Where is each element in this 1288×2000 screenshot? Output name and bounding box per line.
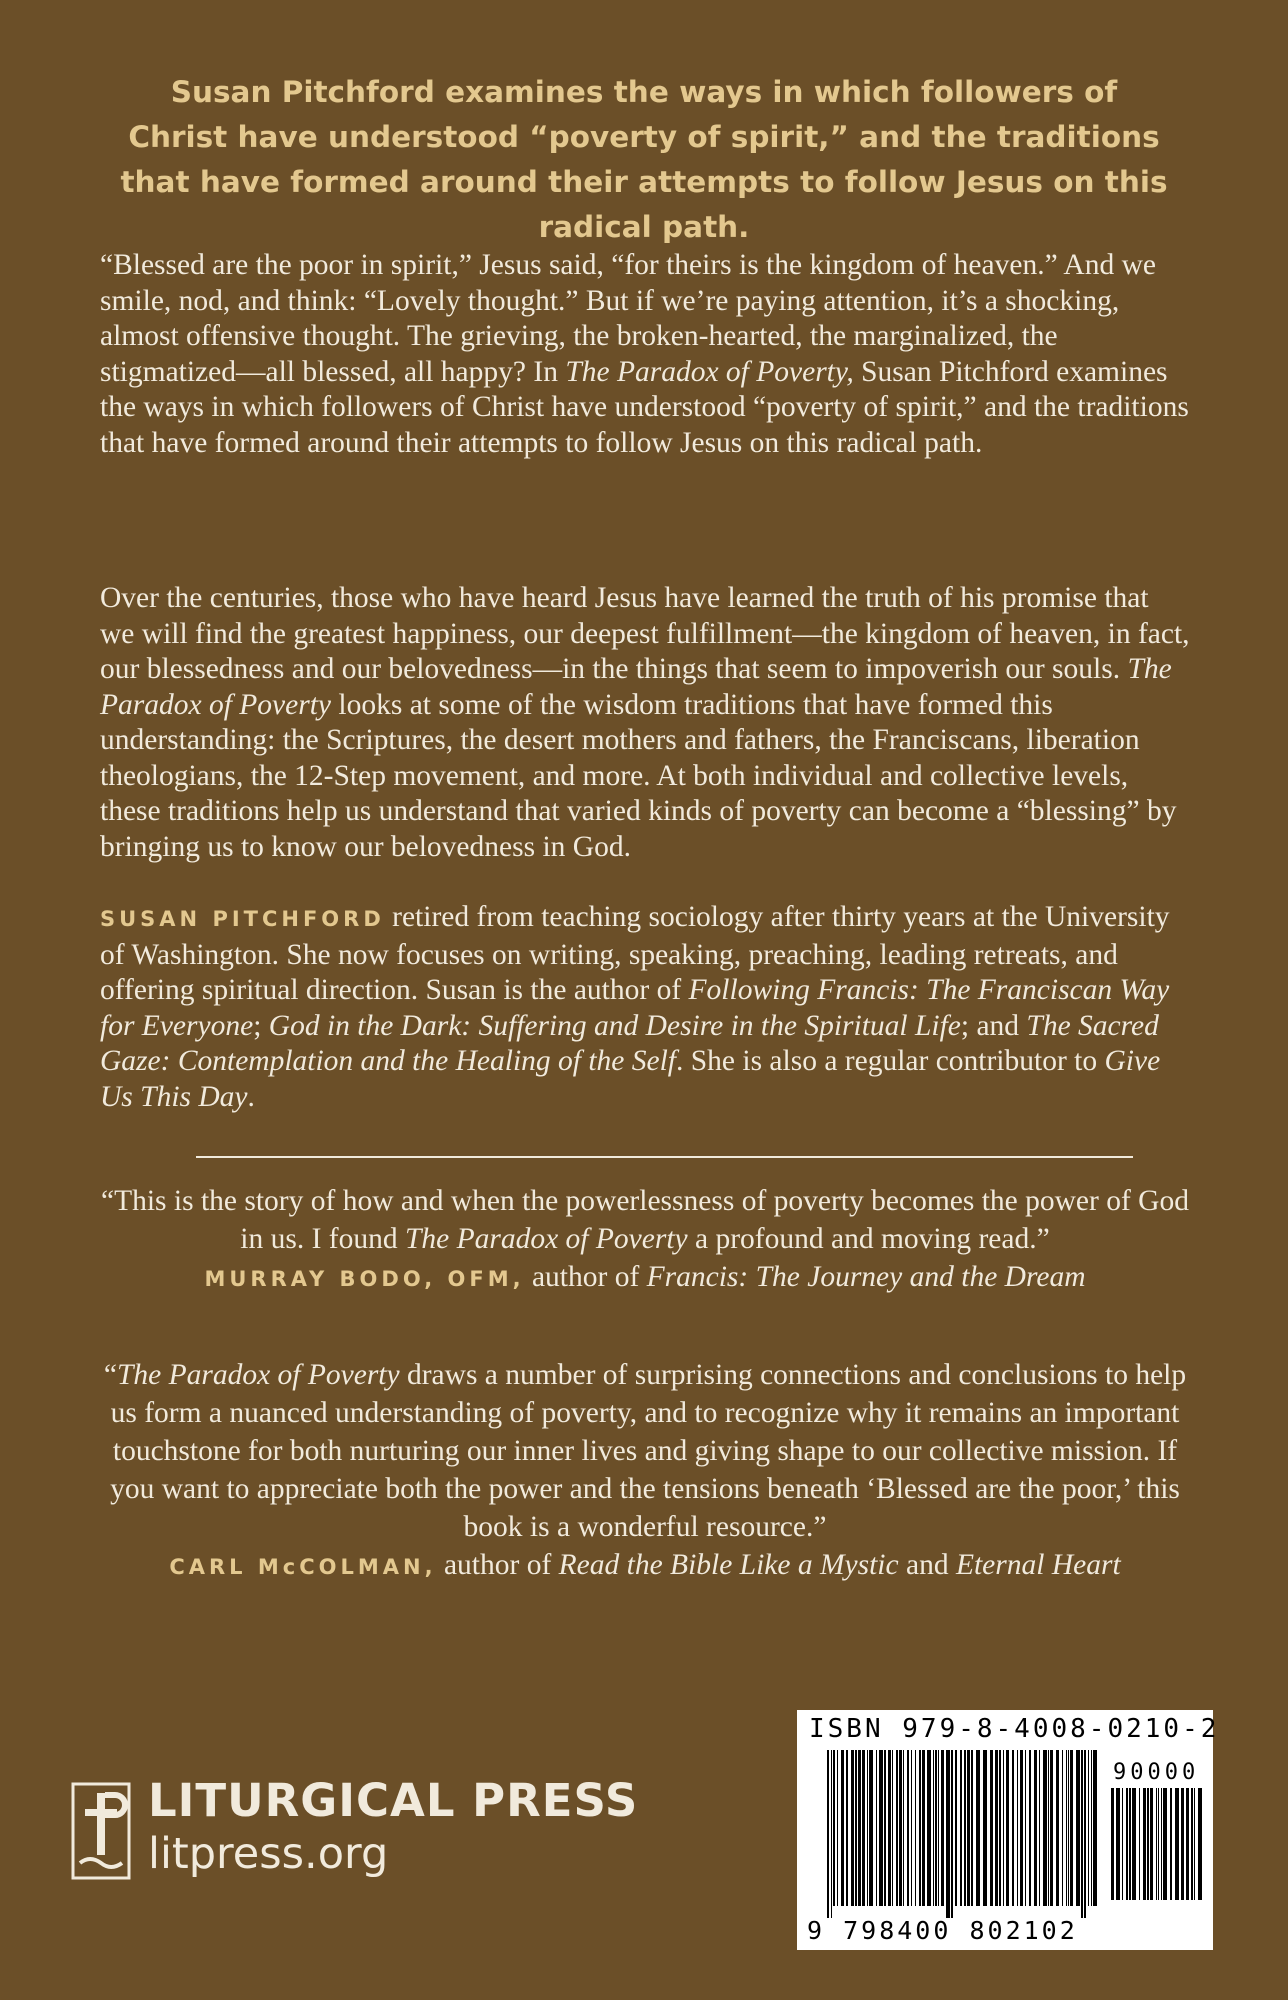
barcode-bar [1043, 1750, 1047, 1906]
book-title: Following Francis: The Franciscan Way for Everyone [100, 974, 1170, 1042]
barcode-bar [946, 1750, 950, 1918]
barcode-bar [869, 1750, 873, 1906]
barcode-bar [1029, 1750, 1031, 1906]
book-title: The Paradox of Poverty [404, 1223, 688, 1255]
barcode-bar [888, 1750, 891, 1906]
barcode-bar [1191, 1788, 1193, 1900]
barcode-bar [1161, 1788, 1162, 1900]
description-text: Susan Pitchford examines the ways in which followers of Christ have understood “poverty of spirit,” and the traditions that have formed around their attempts to follow Jesus on this radical path. [100, 355, 1189, 459]
barcode-bar [999, 1750, 1001, 1906]
addon-barcode-bars [1111, 1788, 1203, 1912]
endorsement-text: draws a number of surprising connections and conclusions to help us form a nuanced understanding of poverty, and to recognize why it remains an important touchstone for both nurturing our inner lives and giving shape to our collective mission. If you want to appreciate both the power and the tensions beneath ‘Blessed are the poor,’ this book is a wonderful resource.” [110, 1359, 1187, 1543]
author-name: SUSAN PITCHFORD [100, 907, 385, 931]
description-text: Over the centuries, those who have heard Jesus have learned the truth of his promise that we will find the greatest happiness, our deepest fulfillment—the kingdom of heaven, in fact, our blessedness and our belovedness—in the things that seem to impoverish our souls. [100, 582, 1190, 685]
cross-lamb-logo-icon [70, 1781, 132, 1881]
barcode-bar [858, 1750, 861, 1906]
addon-code: 90000 [1113, 1760, 1200, 1785]
barcode-bar [1034, 1750, 1037, 1906]
barcode-bar [1081, 1750, 1083, 1918]
endorsement-attribution [100, 1258, 1190, 1298]
barcode-bar [1111, 1788, 1114, 1900]
book-title: The Paradox of Poverty [116, 1359, 400, 1391]
attribution-text: and [898, 1549, 956, 1581]
barcode-bar [1132, 1788, 1136, 1900]
barcode-bar [1150, 1788, 1153, 1900]
barcode-bar [922, 1750, 925, 1906]
barcode-bar [1129, 1788, 1131, 1900]
endorsement-1 [100, 1182, 1190, 1298]
endorsement-2 [100, 1356, 1190, 1586]
endorsement-text: “This is the story of how and when the powerlessness of poverty becomes the power of God in us. I found [101, 1185, 1189, 1255]
barcode-bar [884, 1750, 886, 1906]
publisher-url[interactable]: litpress.org [148, 1829, 389, 1879]
barcode-bar [1163, 1788, 1167, 1900]
tagline: Susan Pitchford examines the ways in which followers of Christ have understood “poverty of spirit,” and the traditions that have formed around their attempts to follow Jesus on this radical path. [120, 75, 1168, 244]
barcode-bar [831, 1750, 832, 1918]
publisher-name: LITURGICAL PRESS [148, 1774, 639, 1827]
barcode-bar [935, 1750, 937, 1906]
barcode-bar [841, 1750, 844, 1906]
barcode-bar [1006, 1750, 1009, 1906]
attribution-text: author of [436, 1549, 559, 1581]
barcode-bar [933, 1750, 934, 1906]
barcode-bar [1076, 1750, 1080, 1906]
barcode-bar [1056, 1750, 1059, 1906]
isbn-label: ISBN 979-8-4008-0210-2 [809, 1714, 1220, 1744]
barcode-bar [1093, 1750, 1097, 1906]
barcode-bar [1158, 1788, 1159, 1900]
barcode-bar [892, 1750, 893, 1906]
bio-text: ; and [960, 1009, 1027, 1042]
endorsement-text: “ [103, 1359, 117, 1391]
barcode-bar [1017, 1750, 1018, 1906]
barcode-bar [846, 1750, 848, 1906]
author-bio [100, 900, 1190, 1115]
barcode-bar [927, 1750, 931, 1906]
isbn-barcode [797, 1710, 1220, 1950]
barcode-bar [1048, 1750, 1049, 1906]
barcode-bar [1175, 1788, 1179, 1900]
barcode-bar [955, 1750, 957, 1906]
bio-text: ; [253, 1009, 269, 1042]
description-text: “Blessed are the poor in spirit,” Jesus said, “for theirs is the kingdom of heaven.” And we smile, nod, and think: “Lovely thought.” But if we’re paying attention, it’s a shocking, almost offensive thought. The grieving, the broken-hearted, the marginalized, the stigmatized—all blessed, all happy? In [100, 249, 1157, 388]
barcode-bar [851, 1750, 854, 1906]
book-title: The Paradox of Poverty, [565, 355, 854, 388]
barcode-bar [1066, 1750, 1067, 1906]
barcode-bar [964, 1750, 966, 1906]
barcode-bar [903, 1750, 904, 1906]
endorser-name: MURRAY BODO, OFM, [204, 1267, 525, 1291]
book-title: Give Us This Day [100, 1045, 1161, 1113]
barcode-bar [1139, 1788, 1140, 1900]
barcode-bar [1088, 1750, 1089, 1906]
barcode-bar [1025, 1750, 1026, 1906]
barcode-bar [1012, 1750, 1014, 1906]
barcode-bar [919, 1750, 921, 1906]
barcode-bar [1122, 1788, 1123, 1900]
barcode-bar [907, 1750, 909, 1906]
barcode-bar [1068, 1750, 1069, 1906]
barcode-bar [1050, 1750, 1053, 1906]
endorsement-text: a profound and moving read.” [687, 1223, 1050, 1255]
barcode-bar [1186, 1788, 1189, 1900]
publisher-block [70, 1775, 638, 1881]
barcode-bar [1091, 1750, 1092, 1906]
barcode-bar [896, 1750, 898, 1906]
book-title: The Sacred Gaze: Contemplation and the Healing of the Self [100, 1009, 1159, 1077]
barcode-bar [1116, 1788, 1120, 1900]
barcode-bar [938, 1750, 939, 1906]
barcode-bar [876, 1750, 877, 1906]
barcode-bar [1020, 1750, 1023, 1906]
barcode-bar [1062, 1750, 1063, 1906]
description-paragraph-1 [100, 248, 1190, 461]
barcode-bar [983, 1750, 987, 1906]
barcode-bar [976, 1750, 980, 1906]
book-title: The Paradox of Poverty [100, 653, 1172, 721]
barcode-bar [879, 1750, 883, 1906]
barcode-bar [1143, 1788, 1146, 1900]
barcode-bar [1039, 1750, 1040, 1906]
barcode-bar [1198, 1788, 1202, 1900]
attribution-text: author of [524, 1261, 647, 1293]
bio-text: . She is also a regular contributor to [676, 1045, 1105, 1077]
barcode-bar [867, 1750, 868, 1906]
barcode-bar [855, 1750, 857, 1906]
barcode-bar [1170, 1788, 1172, 1900]
barcode-bar [971, 1750, 973, 1906]
description-paragraph-2 [100, 581, 1190, 865]
endorsement-attribution [100, 1546, 1190, 1586]
barcode-bar [960, 1750, 962, 1906]
description-text: looks at some of the wisdom traditions that have formed this understanding: the Scriptures, the desert mothers and fathers, the Franciscans, liberation theologians, the 12-Step movement, and more. At both individual and collective levels, these traditions help us understand that varied kinds of poverty can become a “blessing” by bringing us to know our belovedness in God. [100, 688, 1177, 863]
barcode-bar [1156, 1788, 1157, 1900]
barcode-bar [990, 1750, 993, 1906]
barcode-bar [1147, 1788, 1149, 1900]
barcode-bar [951, 1750, 953, 1918]
barcode-bar [967, 1750, 970, 1906]
book-title: Francis: The Journey and the Dream [646, 1261, 1086, 1293]
divider [196, 1156, 1133, 1158]
bio-text: . [247, 1080, 255, 1113]
bio-text: retired from teaching sociology after thirty years at the University of Washington. She now focuses on writing, speaking, preaching, leading retreats, and offering spiritual direction. Susan is the author of [100, 901, 1170, 1006]
barcode-bar [833, 1750, 835, 1906]
barcode-bar [827, 1750, 829, 1918]
book-title: God in the Dark: Suffering and Desire in the Spiritual Life [268, 1009, 961, 1042]
barcode-bar [1194, 1788, 1195, 1900]
barcode-bar [1181, 1788, 1184, 1900]
barcode-bar [1003, 1750, 1004, 1906]
book-title: Eternal Heart [955, 1549, 1121, 1581]
endorser-name: CARL McCOLMAN, [169, 1555, 437, 1579]
book-title: Read the Bible Like a Mystic [558, 1549, 899, 1581]
barcode-bar [1070, 1750, 1073, 1906]
barcode-bar [899, 1750, 902, 1906]
barcode-bar [837, 1750, 838, 1906]
barcode-bar [995, 1750, 998, 1906]
ean-barcode-bars [827, 1750, 1097, 1918]
barcode-bar [941, 1750, 944, 1906]
barcode-bar [915, 1750, 916, 1906]
barcode-bar [1084, 1750, 1086, 1918]
barcode-bar [911, 1750, 912, 1906]
barcode-bar [862, 1750, 865, 1906]
ean-digits: 9 798400 802102 [807, 1916, 1078, 1945]
barcode-bar [1126, 1788, 1128, 1900]
